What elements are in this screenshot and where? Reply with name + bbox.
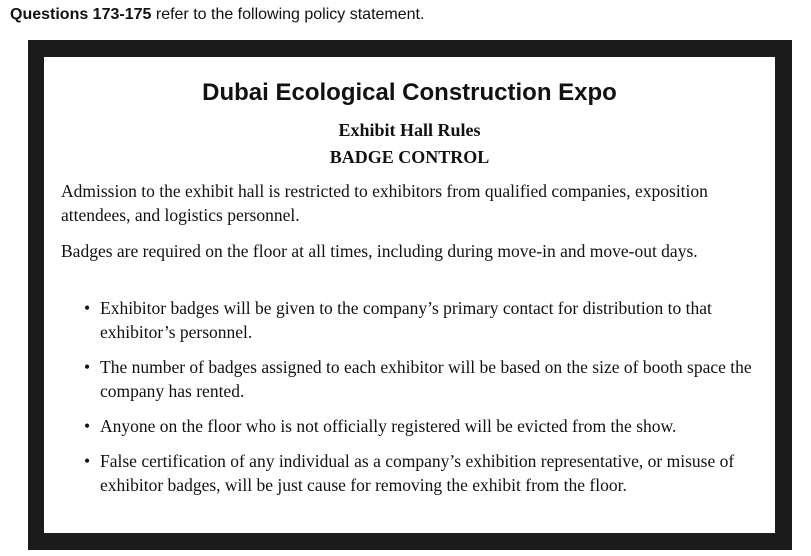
list-item-text: Anyone on the floor who is not officially registered will be evicted from the show. (100, 416, 677, 436)
list-item (84, 449, 764, 497)
intro-text: refer to the following policy statement. (155, 6, 425, 23)
list-item (84, 296, 764, 344)
list-item-text: Exhibitor badges will be given to the company’s primary contact for distribution to that exhibitor’s personnel. (100, 298, 712, 342)
question-intro (10, 6, 424, 24)
admission-paragraph: Admission to the exhibit hall is restricted to exhibitors from qualified companies, exposition attendees, and logistics personnel. (61, 181, 708, 225)
bullet-icon: • (84, 451, 91, 471)
list-item-text: The number of badges assigned to each exhibitor will be based on the size of booth space the company has rented. (100, 357, 752, 401)
badges-paragraph: Badges are required on the floor at all times, including during move-in and move-out days. (61, 241, 698, 261)
bullet-icon: • (84, 416, 91, 436)
rules-subtitle: Exhibit Hall Rules (338, 120, 481, 140)
policy-panel (44, 57, 775, 533)
list-item-text: False certification of any individual as a company’s exhibition representative, or misuse of exhibitor badges, will be just cause for removing the exhibit from the floor. (100, 451, 735, 495)
section-heading: BADGE CONTROL (329, 147, 490, 167)
bullet-icon: • (84, 298, 91, 318)
rules-list (84, 296, 764, 508)
bullet-icon: • (84, 357, 91, 377)
question-range: Questions 173-175 (10, 6, 152, 23)
list-item (84, 355, 764, 403)
expo-title: Dubai Ecological Construction Expo (202, 79, 617, 106)
list-item (84, 414, 764, 438)
